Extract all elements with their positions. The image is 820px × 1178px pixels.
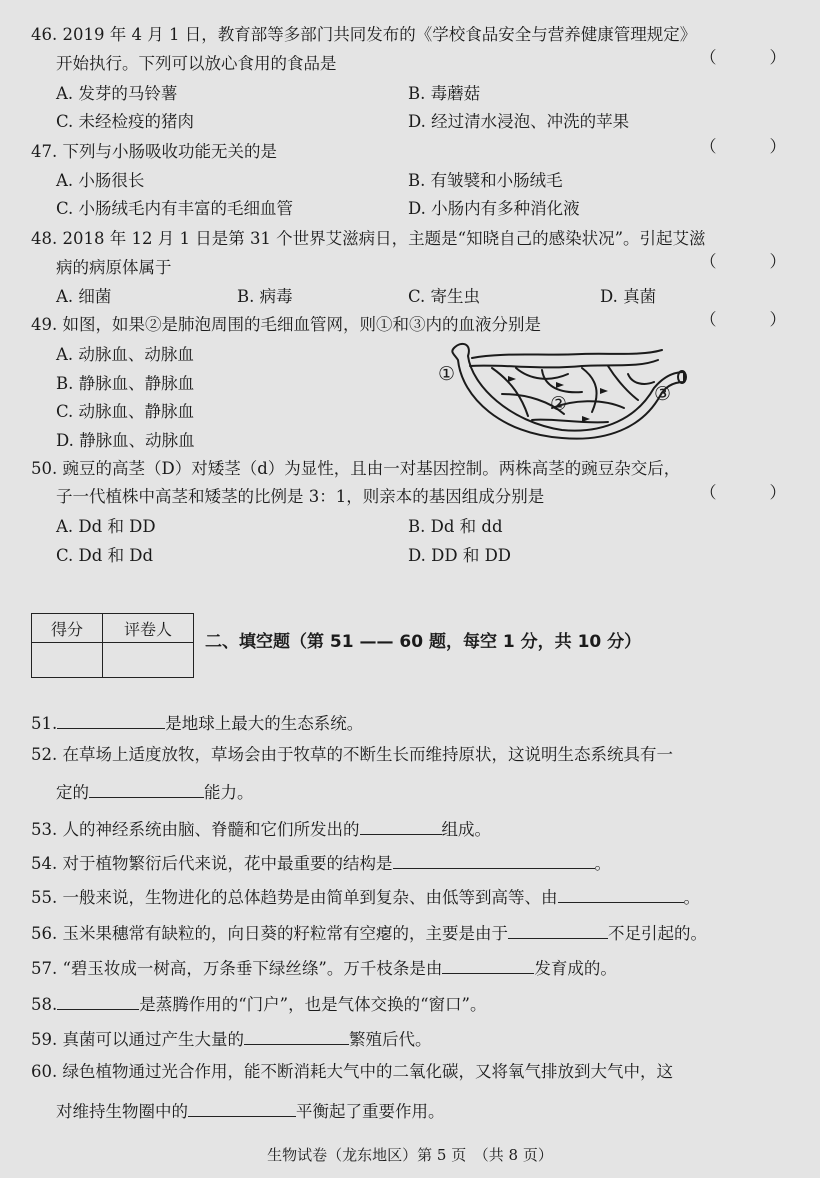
q54-blank[interactable] (393, 850, 595, 869)
q60-after: 平衡起了重要作用。 (296, 1102, 445, 1121)
q57 (31, 955, 617, 980)
q55 (31, 884, 700, 909)
q51 (31, 710, 363, 735)
q50-stem-line2: 子一代植株中高茎和矮茎的比例是 3：1，则亲本的基因组成分别是 (56, 487, 545, 506)
grader-cell[interactable] (103, 643, 194, 678)
q49-option-c: C. 动脉血、静脉血 (56, 402, 195, 421)
q58-number: 58. (31, 995, 58, 1014)
q48-option-c: C. 寄生虫 (408, 287, 481, 306)
q59-pre: 59. 真菌可以通过产生大量的 (31, 1030, 244, 1049)
paren-right: ） (769, 137, 786, 156)
q47-option-c: C. 小肠绒毛内有丰富的毛细血管 (56, 199, 294, 218)
paren-left: （ (700, 137, 717, 156)
q59 (31, 1026, 432, 1051)
q55-after: 。 (683, 888, 700, 907)
grader-header: 评卷人 (103, 614, 194, 643)
q53-pre: 53. 人的神经系统由脑、脊髓和它们所发出的 (31, 820, 360, 839)
q51-number: 51. (31, 714, 58, 733)
q59-blank[interactable] (244, 1026, 349, 1045)
paren-right: ） (769, 252, 786, 271)
q52-blank[interactable] (89, 779, 204, 798)
q52-pre: 定的 (56, 783, 89, 802)
q57-blank[interactable] (442, 955, 534, 974)
q56 (31, 920, 707, 945)
q48-stem-line2: 病的病原体属于 (56, 258, 172, 277)
q47-stem: 47. 下列与小肠吸收功能无关的是 (31, 142, 277, 161)
q58-blank[interactable] (57, 991, 139, 1010)
q60-line2 (56, 1098, 445, 1123)
q46-stem-line1: 46. 2019 年 4 月 1 日，教育部等多部门共同发布的《学校食品安全与营养健康管理规定》 (31, 25, 697, 44)
score-cell[interactable] (32, 643, 103, 678)
q47-option-a: A. 小肠很长 (56, 171, 145, 190)
q54 (31, 850, 611, 875)
q59-after: 繁殖后代。 (349, 1030, 432, 1049)
q48-option-a: A. 细菌 (56, 287, 112, 306)
q60-pre: 对维持生物圈中的 (56, 1102, 188, 1121)
q52-line2 (56, 779, 254, 804)
q46-option-c: C. 未经检疫的猪肉 (56, 112, 195, 131)
q46-option-a: A. 发芽的马铃薯 (56, 84, 178, 103)
q54-pre: 54. 对于植物繁衍后代来说，花中最重要的结构是 (31, 854, 393, 873)
q48-option-b: B. 病毒 (237, 287, 293, 306)
score-table (31, 613, 194, 678)
q50-option-d: D. DD 和 DD (408, 546, 512, 565)
q46-option-d: D. 经过清水浸泡、冲洗的苹果 (408, 112, 630, 131)
q46-option-b: B. 毒蘑菇 (408, 84, 481, 103)
q55-pre: 55. 一般来说，生物进化的总体趋势是由简单到复杂、由低等到高等、由 (31, 888, 558, 907)
q56-after: 不足引起的。 (608, 924, 707, 943)
q50-option-a: A. Dd 和 DD (56, 517, 156, 536)
q51-blank[interactable] (57, 710, 165, 729)
q49-option-d: D. 静脉血、动脉血 (56, 431, 195, 450)
paren-left: （ (700, 48, 717, 67)
q50-option-b: B. Dd 和 dd (408, 517, 503, 536)
q58 (31, 991, 487, 1016)
paren-right: ） (769, 310, 786, 329)
q52-line1: 52. 在草场上适度放牧，草场会由于牧草的不断生长而维持原状，这说明生态系统具有一 (31, 745, 673, 764)
paren-left: （ (700, 483, 717, 502)
page-footer: 生物试卷（龙东地区）第 5 页 （共 8 页） (267, 1146, 553, 1164)
q48-option-d: D. 真菌 (600, 287, 657, 306)
q50-stem-line1: 50. 豌豆的高茎（D）对矮茎（d）为显性，且由一对基因控制。两株高茎的豌豆杂交后， (31, 459, 681, 478)
diagram-label-3: ③ (654, 383, 672, 405)
paren-left: （ (700, 310, 717, 329)
q54-after: 。 (594, 854, 611, 873)
q52-after: 能力。 (204, 783, 254, 802)
capillary-network-diagram (432, 338, 694, 442)
q47-option-b: B. 有皱襞和小肠绒毛 (408, 171, 563, 190)
q50-option-c: C. Dd 和 Dd (56, 546, 154, 565)
q56-pre: 56. 玉米果穗常有缺粒的，向日葵的籽粒常有空瘪的，主要是由于 (31, 924, 508, 943)
q55-blank[interactable] (558, 884, 684, 903)
q53-after: 组成。 (441, 820, 491, 839)
q48-stem-line1: 48. 2018 年 12 月 1 日是第 31 个世界艾滋病日，主题是“知晓自己的感染状况”。引起艾滋 (31, 229, 706, 248)
diagram-label-1: ① (438, 363, 456, 385)
q51-text: 是地球上最大的生态系统。 (165, 714, 364, 733)
q53-blank[interactable] (360, 816, 442, 835)
q49-option-a: A. 动脉血、动脉血 (56, 345, 194, 364)
section-title: 二、填空题（第 51 —— 60 题，每空 1 分，共 10 分） (205, 632, 642, 652)
paren-right: ） (769, 483, 786, 502)
diagram-label-2: ② (550, 393, 568, 415)
q56-blank[interactable] (508, 920, 608, 939)
q57-after: 发育成的。 (534, 959, 617, 978)
paren-right: ） (769, 48, 786, 67)
paren-left: （ (700, 252, 717, 271)
q49-stem: 49. 如图，如果②是肺泡周围的毛细血管网，则①和③内的血液分别是 (31, 315, 541, 334)
q46-stem-line2: 开始执行。下列可以放心食用的食品是 (56, 54, 337, 73)
q60-blank[interactable] (188, 1098, 296, 1117)
q53 (31, 816, 491, 841)
q57-pre: 57. “碧玉妆成一树高，万条垂下绿丝绦”。万千枝条是由 (31, 959, 443, 978)
q60-line1: 60. 绿色植物通过光合作用，能不断消耗大气中的二氧化碳，又将氧气排放到大气中，这 (31, 1062, 673, 1081)
q47-option-d: D. 小肠内有多种消化液 (408, 199, 580, 218)
q58-text: 是蒸腾作用的“门户”，也是气体交换的“窗口”。 (139, 995, 487, 1014)
q49-option-b: B. 静脉血、静脉血 (56, 374, 195, 393)
score-header: 得分 (32, 614, 103, 643)
